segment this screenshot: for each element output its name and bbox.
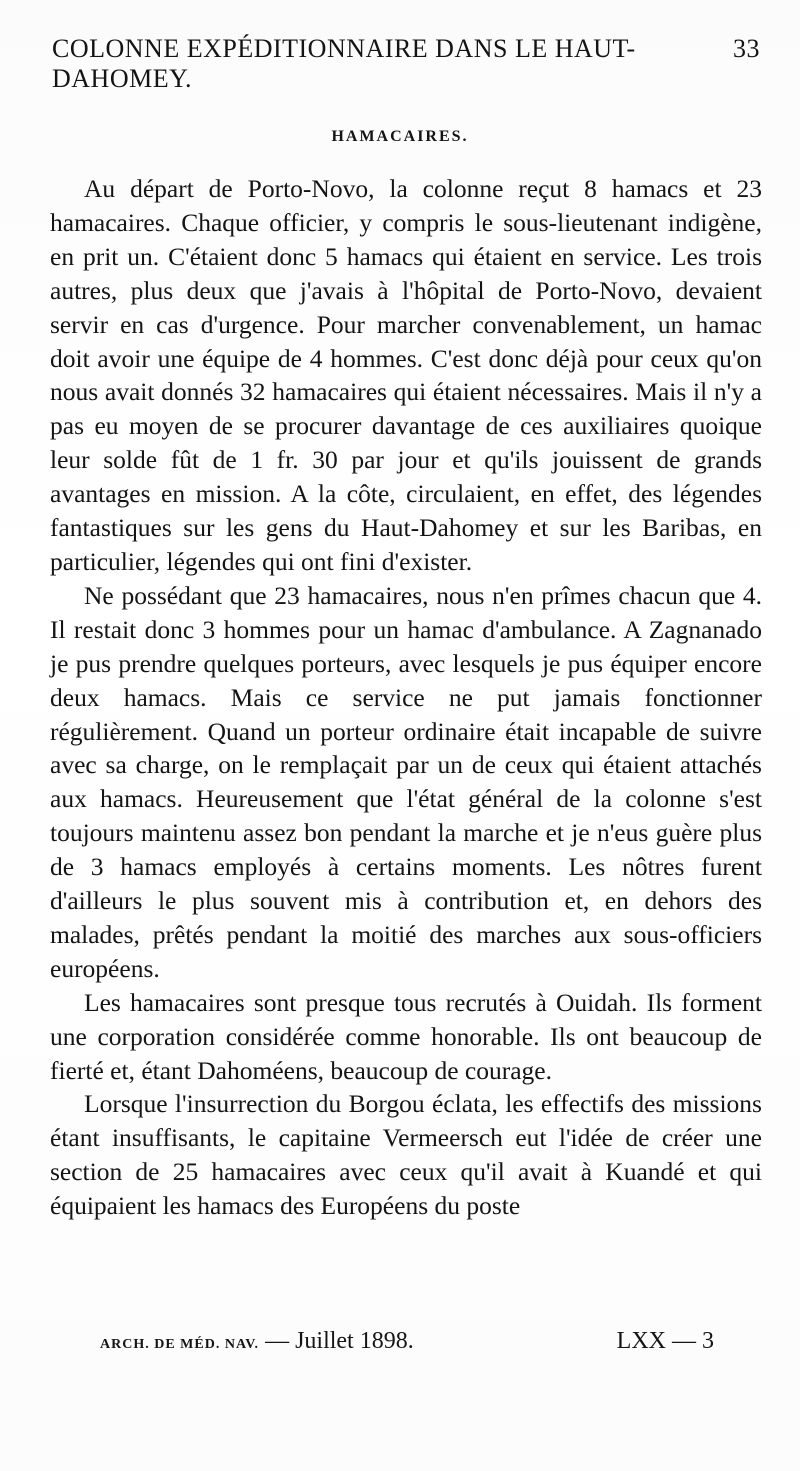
journal-reference: [100, 1328, 414, 1355]
running-head: [52, 34, 760, 93]
page-number: 33: [733, 34, 760, 63]
paragraph-3: Les hamacaires sont presque tous recrutés à Ouidah. Ils forment une corporation considérée comme honorable. Ils ont beaucoup de fierté et, étant Dahoméens, beaucoup de courage.: [50, 987, 762, 1085]
paragraph-4: Lorsque l'insurrection du Borgou éclata, les effectifs des missions étant insuffisants, le capitaine Vermeersch eut l'idée de créer une section de 25 hamacaires avec ceux qu'il avait à Kuandé et qui équipaient les hamacs des Européens du poste: [50, 1089, 762, 1221]
section-title: HAMACAIRES.: [331, 128, 469, 145]
running-title: COLONNE EXPÉDITIONNAIRE DANS LE HAUT-DAHOMEY.: [52, 34, 636, 93]
page-footer: [100, 1328, 714, 1355]
paragraph-1: Au départ de Porto-Novo, la colonne reçut 8 hamacs et 23 hamacaires. Chaque officier, y compris le sous-lieutenant indigène, en prit un. C'étaient donc 5 hamacs qui étaient en service. Les trois autres, plus deux que j'avais à l'hôpital de Porto-Novo, devaient servir en cas d'urgence. Pour marcher convenablement, un hamac doit avoir une équipe de 4 hommes. C'est donc déjà pour ceux qu'on nous avait donnés 32 hamacaires qui étaient nécessaires. Mais il n'y a pas eu moyen de se procurer davantage de ces auxiliaires quoique leur solde fût de 1 fr. 30 par jour et qu'ils jouissent de grands avantages en mission. A la côte, circulaient, en effet, des légendes fantastiques sur les gens du Haut-Dahomey et sur les Baribas, en particulier, légendes qui ont fini d'exister.: [50, 174, 762, 576]
journal-abbreviation: ARCH. DE MÉD. NAV.: [100, 1337, 260, 1352]
journal-date: — Juillet 1898.: [259, 1328, 414, 1354]
body-text: [50, 172, 762, 1223]
paragraph-2: Ne possédant que 23 hamacaires, nous n'en prîmes chacun que 4. Il restait donc 3 hommes pour un hamac d'ambulance. A Zagnanado je pus prendre quelques porteurs, avec lesquels je pus équiper encore deux hamacs. Mais ce service ne put jamais fonctionner régulièrement. Quand un porteur ordinaire était incapable de suivre avec sa charge, on le remplaçait par un de ceux qui étaient attachés aux hamacs. Heureusement que l'état général de la colonne s'est toujours maintenu assez bon pendant la marche et je n'eus guère plus de 3 hamacs employés à certains moments. Les nôtres furent d'ailleurs le plus souvent mis à contribution et, en dehors des malades, prêtés pendant la moitié des marches aux sous-officiers européens.: [50, 580, 762, 983]
signature-mark: LXX — 3: [616, 1328, 714, 1354]
